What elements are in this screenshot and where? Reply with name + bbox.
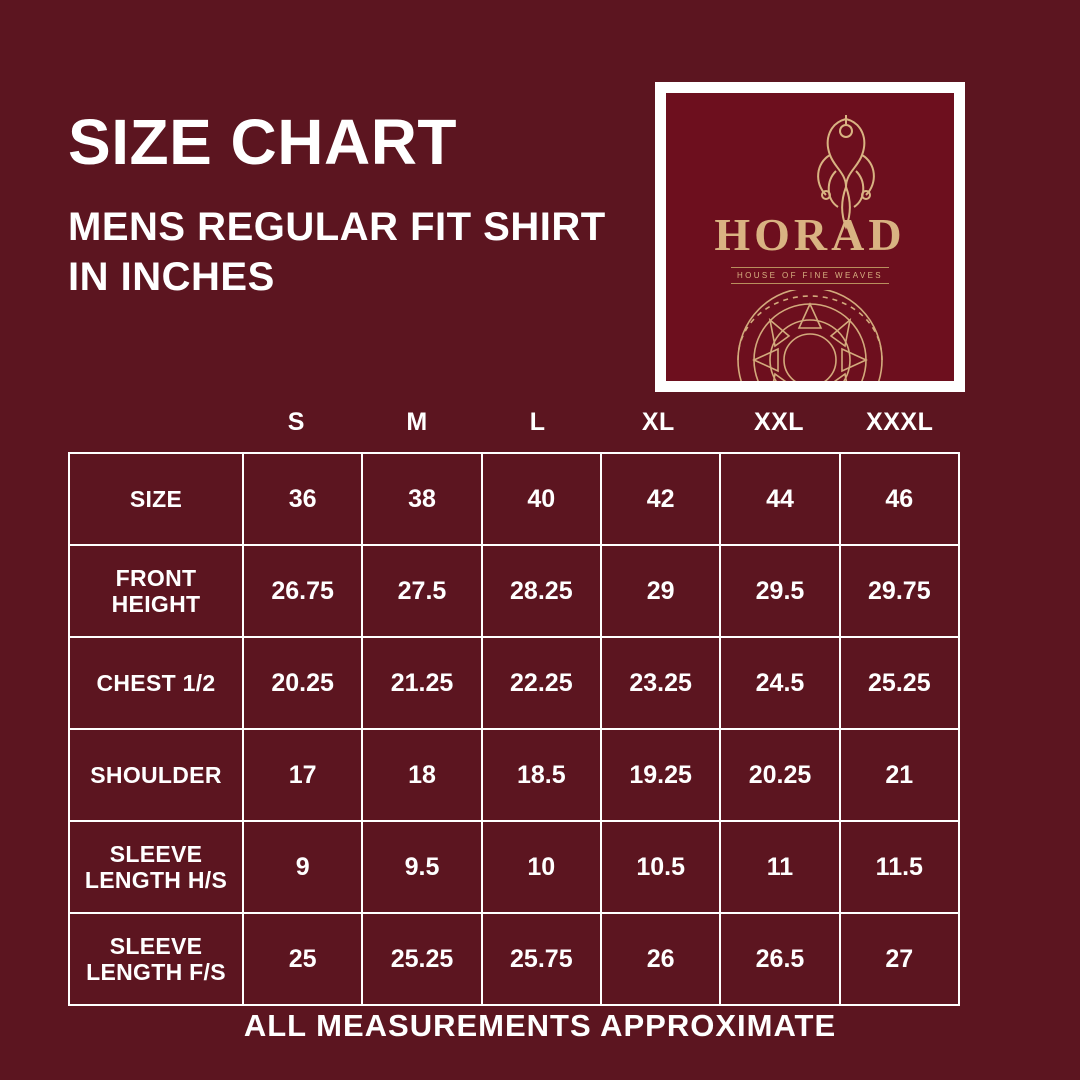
size-letter-xxl: XXL (753, 408, 805, 436)
cell-shoulder-l: 18.5 (482, 729, 601, 821)
cell-shoulder-xxxl: 21 (840, 729, 959, 821)
row-label-shoulder: SHOULDER (69, 729, 243, 821)
cell-front-height-xxxl: 29.75 (840, 545, 959, 637)
measurements-table (68, 452, 960, 1006)
cell-sleeve-hs-xxl: 11 (720, 821, 839, 913)
table-row (69, 545, 959, 637)
cell-size-s: 36 (243, 453, 362, 545)
page-title: SIZE CHART (68, 106, 457, 178)
cell-size-l: 40 (482, 453, 601, 545)
cell-chest-xxl: 24.5 (720, 637, 839, 729)
cell-sleeve-fs-xxl: 26.5 (720, 913, 839, 1005)
footer-note: ALL MEASUREMENTS APPROXIMATE (243, 1008, 837, 1043)
cell-shoulder-s: 17 (243, 729, 362, 821)
cell-chest-s: 20.25 (243, 637, 362, 729)
size-letter-s: S (287, 408, 305, 436)
cell-shoulder-xxl: 20.25 (720, 729, 839, 821)
cell-chest-xxxl: 25.25 (840, 637, 959, 729)
cell-sleeve-fs-xl: 26 (601, 913, 720, 1005)
page-subtitle: MENS REGULAR FIT SHIRT IN INCHES (68, 205, 606, 299)
header-block (68, 106, 648, 302)
cell-size-xxl: 44 (720, 453, 839, 545)
cell-sleeve-hs-s: 9 (243, 821, 362, 913)
cell-front-height-l: 28.25 (482, 545, 601, 637)
cell-sleeve-hs-l: 10 (482, 821, 601, 913)
cell-sleeve-hs-xl: 10.5 (601, 821, 720, 913)
row-label-chest: CHEST 1/2 (69, 637, 243, 729)
size-row-spacer (68, 408, 236, 437)
cell-sleeve-hs-xxxl: 11.5 (840, 821, 959, 913)
cell-chest-xl: 23.25 (601, 637, 720, 729)
cell-chest-l: 22.25 (482, 637, 601, 729)
logo-wordmark: HORAD (714, 209, 906, 260)
cell-front-height-xl: 29 (601, 545, 720, 637)
cell-sleeve-fs-l: 25.75 (482, 913, 601, 1005)
cell-front-height-s: 26.75 (243, 545, 362, 637)
cell-size-xxxl: 46 (840, 453, 959, 545)
size-letter-m: M (406, 408, 428, 436)
size-letter-row (68, 408, 960, 437)
table-row (69, 729, 959, 821)
table-row (69, 913, 959, 1005)
size-letter-l: L (529, 408, 546, 436)
row-label-sleeve-fs: SLEEVE LENGTH F/S (69, 913, 243, 1005)
size-letter-xxxl: XXXL (866, 408, 934, 436)
cell-size-xl: 42 (601, 453, 720, 545)
table-row (69, 453, 959, 545)
logo-inner-panel (666, 93, 954, 381)
cell-shoulder-m: 18 (362, 729, 481, 821)
cell-sleeve-fs-xxxl: 27 (840, 913, 959, 1005)
cell-shoulder-xl: 19.25 (601, 729, 720, 821)
size-letter-xl: XL (641, 408, 675, 436)
logo-tagline: HOUSE OF FINE WEAVES (731, 267, 889, 284)
cell-sleeve-fs-s: 25 (243, 913, 362, 1005)
cell-chest-m: 21.25 (362, 637, 481, 729)
cell-size-m: 38 (362, 453, 481, 545)
cell-front-height-xxl: 29.5 (720, 545, 839, 637)
brand-logo (655, 82, 965, 392)
table-row (69, 821, 959, 913)
cell-front-height-m: 27.5 (362, 545, 481, 637)
row-label-size: SIZE (69, 453, 243, 545)
cell-sleeve-hs-m: 9.5 (362, 821, 481, 913)
row-label-front-height: FRONT HEIGHT (69, 545, 243, 637)
mandala-icon (695, 290, 925, 381)
cell-sleeve-fs-m: 25.25 (362, 913, 481, 1005)
table-row (69, 637, 959, 729)
row-label-sleeve-hs: SLEEVE LENGTH H/S (69, 821, 243, 913)
